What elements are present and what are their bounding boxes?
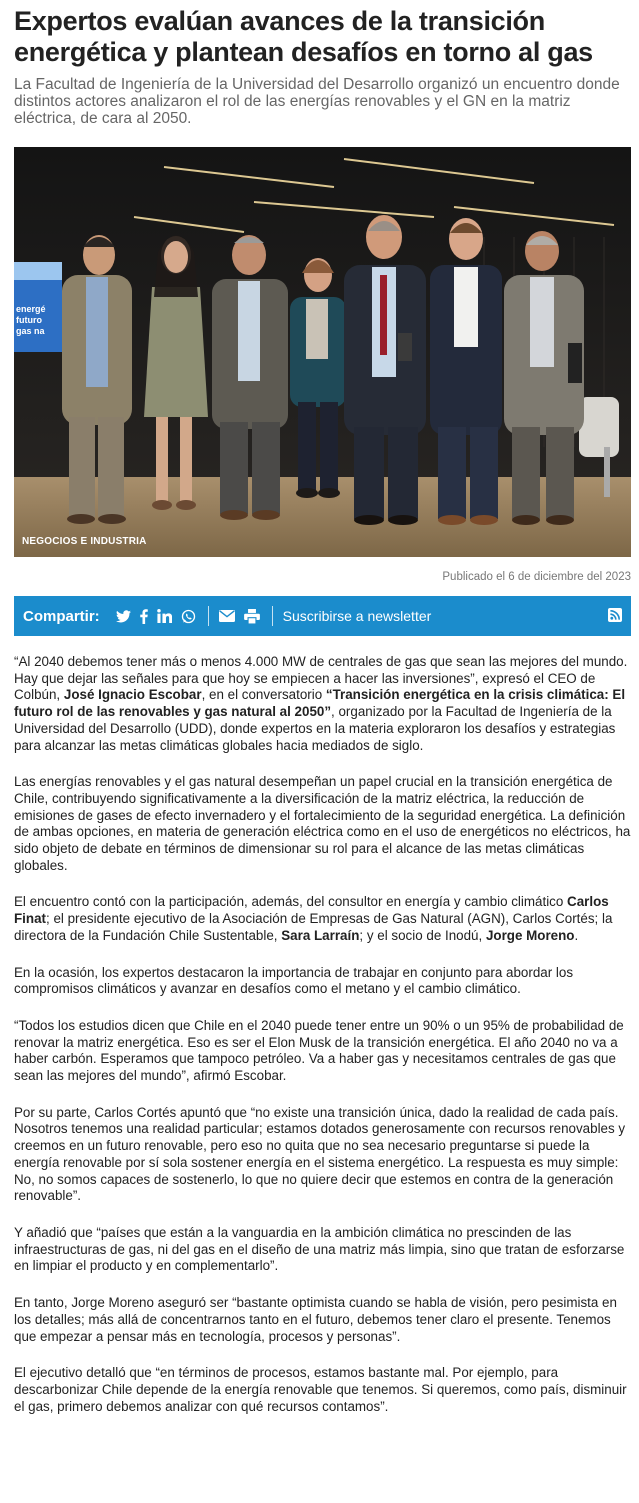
article-title: Expertos evalúan avances de la transición energética y plantean desafíos en torno al gas [14,6,593,67]
paragraph-5: “Todos los estudios dicen que Chile en el 2040 puede tener entre un 90% o un 95% de probabilidad de renovar la matriz energética. Eso es ser el Elon Musk de la transición energética. El año 2040 no va a haber carbón. Esperamos que tampoco petróleo. Va a haber gas y necesitamos centrales de gas que sean las mejores del mundo”, afirmó Escobar. [14,1017,624,1084]
p1-text-a: “Al 2040 debemos tener más o menos 4.000 MW de centrales de gas que sean las mejores del mundo. Hay que dejar las señales para que hoy se empiecen a hacer las inversiones”, expresó el CEO de Colbún, [14,654,628,703]
paragraph-3 [14,894,631,944]
article-body [14,654,631,1435]
screen-text-1: energé [16,304,46,314]
linkedin-icon[interactable] [157,606,172,626]
p3-text-d: . [574,927,579,943]
hero-category-tag[interactable]: NEGOCIOS E INDUSTRIA [22,536,147,547]
paragraph-9: El ejecutivo detalló que “en términos de procesos, estamos bastante mal. Por ejemplo, para descarbonizar Chile depende de la energía renovable que tenemos. Si queremos, como país, disminuir el gas, primero debemos analizar con qué recursos contamos”. [14,1365,627,1414]
print-icon[interactable] [244,606,260,626]
paragraph-2: Las energías renovables y el gas natural desempeñan un papel crucial en la transición energética de Chile, contribuyendo significativamente a la diversificación de la matriz eléctrica, la reducción de emisiones de gases de efecto invernadero y el fortalecimiento de la seguridad energética. La definición de ambas opciones, en materia de generación eléctrica como en el uso de energéticos no eléctricos, ha sido objeto de debate en términos de dimensionar su rol para el alcance de las metas climáticas globales. [14,774,631,873]
screen-text-3: gas na [16,326,45,336]
p3-text-c: ; y el socio de Inodú, [359,927,486,943]
hero-photo [14,147,631,557]
share-bar [14,596,631,636]
paragraph-8: En tanto, Jorge Moreno aseguró ser “bastante optimista cuando se habla de visión, pero pesimista en los detalles; más allá de concentrarnos tanto en el futuro, debemos tener claro el presente. Tenemos que empezar a pensar más en tecnología, procesos y personas”. [14,1295,617,1344]
paragraph-1 [14,654,631,754]
speaker-name-larrain: Sara Larraín [281,927,360,943]
speaker-name-escobar: José Ignacio Escobar [63,687,202,703]
share-divider-1 [208,606,209,626]
p3-text-b: ; el presidente ejecutivo de la Asociación de Empresas de Gas Natural (AGN), Carlos Cortés; la directora de la Fundación Chile Sustentable, [14,911,613,943]
email-icon[interactable] [219,606,235,626]
event-title: “Transición energética en la crisis climática: El futuro rol de las renovables y gas natural al 2050” [14,687,626,720]
p3-text-a: El encuentro contó con la participación, además, del consultor en energía y cambio climático [14,894,568,910]
rss-icon[interactable] [608,608,622,622]
share-divider-2 [272,606,273,626]
speaker-name-moreno: Jorge Moreno [485,927,575,943]
speaker-name-finat: Carlos Finat [14,894,609,927]
paragraph-6: Por su parte, Carlos Cortés apuntó que “no existe una transición única, dado la realidad de cada país. Nosotros tenemos una realidad particular; estamos dotados generosamente con recursos renovables y creemos en un futuro renovable, pero eso no quita que no sea necesario preguntarse si puede la energía renovable por sí sola sostener energía en el sistema energético. La respuesta es muy simple: No, no somos capaces de sostenerlo, lo que no quiere decir que estemos en contra de la generación renovable”. [14,1104,626,1204]
screen-text-2: futuro [16,315,42,325]
facebook-icon[interactable] [140,606,148,626]
whatsapp-icon[interactable] [181,606,196,626]
twitter-icon[interactable] [116,606,131,626]
share-label: Compartir: [23,607,100,625]
paragraph-7: Y añadió que “países que están a la vanguardia en la ambición climática no prescinden de las infraestructuras de gas, ni del gas en el diseño de una matriz más limpia, sino que tratan de esforzarse en limpiar el producto y en complementarlo”. [14,1224,625,1274]
hero-illustration [14,147,631,557]
p1-text-b: , en el conversatorio [201,687,326,703]
paragraph-4: En la ocasión, los expertos destacaron la importancia de trabajar en conjunto para abordar los compromisos climáticos y avanzar en desafíos como el metano y el cambio climático. [14,964,574,997]
published-date: Publicado el 6 de diciembre del 2023 [442,571,631,583]
article-lead: La Facultad de Ingeniería de la Universidad del Desarrollo organizó un encuentro donde distintos actores analizaron el rol de las energías renovables y el GN en la matriz eléctrica, de cara al 2050. [14,76,620,127]
p1-text-c: , organizado por la Facultad de Ingeniería de la Universidad del Desarrollo (UDD), donde expertos en la materia exploraron los desafíos y estrategias para alcanzar las metas climáticas globales hacia mediados de siglo. [14,704,616,753]
newsletter-link[interactable]: Suscribirse a newsletter [282,608,432,624]
